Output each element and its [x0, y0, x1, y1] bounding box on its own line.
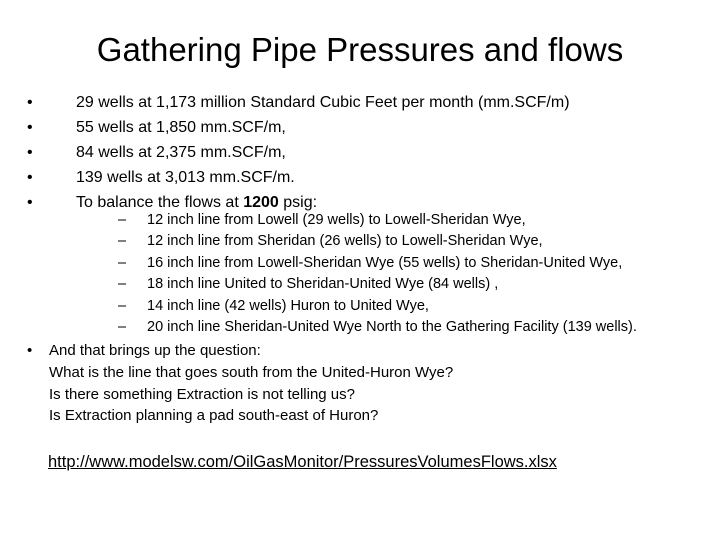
main-bullet-list [27, 90, 570, 215]
dash-marker: – [118, 212, 127, 228]
question-intro-text: And that brings up the question: [49, 342, 261, 359]
sub-item [118, 231, 637, 252]
dash-marker: – [118, 318, 127, 335]
sub-item-text: 12 inch line from Lowell (29 wells) to Lowell-Sheridan Wye, [147, 212, 526, 228]
bullet-marker: • [27, 194, 33, 211]
sub-item-text: 12 inch line from Sheridan (26 wells) to Lowell-Sheridan Wye, [147, 233, 543, 250]
bullet-item [27, 90, 570, 115]
bullet-marker: • [27, 94, 33, 111]
question-line: What is the line that goes south from the United-Huron Wye? [49, 364, 454, 381]
balance-prefix: To balance the flows at [76, 194, 244, 211]
bullet-text: 139 wells at 3,013 mm.SCF/m. [76, 169, 295, 186]
sub-item-text: 14 inch line (42 wells) Huron to United Wye, [147, 297, 429, 314]
dash-marker: – [118, 276, 127, 293]
sub-item [118, 253, 637, 274]
question-line: Is Extraction planning a pad south-east of Huron? [49, 407, 379, 424]
balance-pressure-value: 1200 [243, 194, 279, 211]
balance-suffix: psig: [278, 194, 318, 211]
sub-item-text: 20 inch line Sheridan-United Wye North to the Gathering Facility (139 wells). [147, 318, 637, 335]
question-line: Is there something Extraction is not telling us? [49, 386, 355, 403]
bullet-marker: • [27, 144, 33, 161]
bullet-marker: • [27, 342, 33, 359]
bullet-marker: • [27, 119, 33, 136]
sub-item [118, 317, 637, 338]
sub-item-text: 18 inch line United to Sheridan-United Wye (84 wells) , [147, 276, 499, 293]
bullet-marker: • [27, 169, 33, 186]
dash-marker: – [118, 254, 127, 271]
bullet-text: 55 wells at 1,850 mm.SCF/m, [76, 119, 286, 136]
sub-item [118, 296, 637, 317]
sub-item-text: 16 inch line from Lowell-Sheridan Wye (55 wells) to Sheridan-United Wye, [147, 254, 623, 271]
pipe-line-sublist [118, 210, 637, 338]
spreadsheet-link[interactable]: http://www.modelsw.com/OilGasMonitor/PressuresVolumesFlows.xlsx [48, 453, 557, 471]
bullet-item [27, 140, 570, 165]
bullet-item [27, 115, 570, 140]
sub-item [118, 274, 637, 295]
bullet-text: 29 wells at 1,173 million Standard Cubic Feet per month (mm.SCF/m) [76, 94, 570, 111]
bullet-item [27, 165, 570, 190]
sub-item [118, 210, 637, 231]
dash-marker: – [118, 297, 127, 314]
dash-marker: – [118, 233, 127, 250]
question-intro [27, 340, 261, 362]
slide-title: Gathering Pipe Pressures and flows [96, 31, 624, 68]
bullet-text: 84 wells at 2,375 mm.SCF/m, [76, 144, 286, 161]
